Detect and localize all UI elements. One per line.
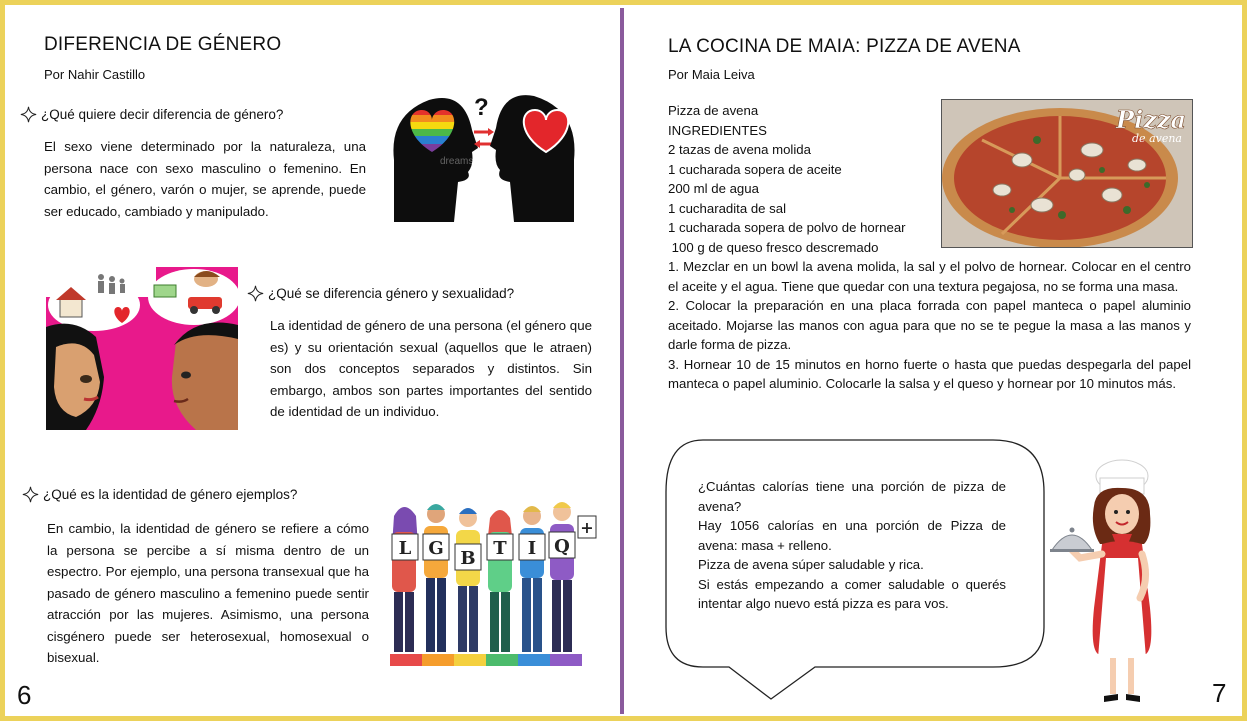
svg-text:dreamstime.: dreamstime. [440, 156, 496, 167]
recipe-ingredients [668, 101, 938, 257]
speech-bubble-text: ¿Cuántas calorías tiene una porción de pizza de avena? Hay 1056 calorías en una porción de Pizza de avena: masa + relleno. Pizza de avena súper saludable y rica. Si estás empezando a comer saludable o querés intentar algo nuevo está pizza es para vos. [698, 479, 1006, 611]
chef-illustration [1050, 458, 1160, 706]
right-page-byline: Por Maia Leiva [668, 67, 755, 82]
sparkle-icon [20, 106, 37, 123]
sparkle-icon [22, 486, 39, 503]
letter-q: Q [554, 536, 570, 557]
right-page-title: LA COCINA DE MAIA: PIZZA DE AVENA [668, 36, 1021, 57]
pizza-image-subtitle: de avena [1132, 132, 1182, 145]
question-3-text: ¿Qué es la identidad de género ejemplos? [43, 487, 298, 502]
right-page-number: 7 [1212, 678, 1227, 708]
recipe-steps [668, 257, 1191, 394]
recipe-line: Pizza de avena [668, 103, 759, 118]
question-2-text: ¿Qué se diferencia género y sexualidad? [268, 286, 515, 301]
letter-plus: + [580, 518, 594, 537]
recipe-step: 2. Colocar la preparación en una placa forrada con papel manteca o papel aluminio aceitado. Mojarse las manos con agua para que no se te pegue la masa a las manos y darle forma de pizza. [668, 298, 1191, 352]
lgbtiq-group-illustration [376, 496, 600, 668]
couple-illustration [46, 267, 238, 430]
recipe-step: 3. Hornear 10 de 15 minutos en horno fuerte o hasta que puedas despegarla del papel manteca o papel aluminio. Colocarle la salsa y el queso y hornear por 10 minutos más. [668, 356, 1191, 391]
question-3 [22, 486, 297, 503]
recipe-line: 1 cucharada sopera de aceite [668, 161, 842, 177]
recipe-line: 1 cucharadita de sal [668, 200, 787, 216]
head-profiles-illustration [384, 90, 584, 222]
left-page-title: DIFERENCIA DE GÉNERO [44, 34, 282, 55]
recipe-line: 1 cucharada sopera de polvo de hornear [668, 220, 906, 235]
pizza-photo [941, 99, 1193, 248]
pizza-image-title: Pizza [1116, 105, 1186, 134]
svg-text:?: ? [474, 94, 489, 121]
recipe-line: 200 ml de agua [668, 181, 759, 196]
recipe-step: 1. Mezclar en un bowl la avena molida, la sal y el polvo de hornear. Colocar en el centro el aceite y el agua. Tiene que quedar con una textura pegajosa, no se forma una masa. [668, 259, 1191, 294]
left-page-number: 6 [17, 680, 32, 710]
page-divider [620, 8, 624, 714]
recipe-line: INGREDIENTES [668, 122, 767, 138]
letter-i: I [527, 538, 537, 559]
letter-g: G [428, 538, 444, 559]
recipe-line: 2 tazas de avena molida [668, 142, 811, 157]
letter-l: L [398, 538, 412, 559]
left-page-byline: Por Nahir Castillo [44, 67, 146, 82]
recipe-line: 100 g de queso fresco descremado [668, 239, 879, 255]
letter-b: B [460, 548, 476, 569]
sparkle-icon [247, 285, 264, 302]
question-1-text: ¿Qué quiere decir diferencia de género? [41, 107, 284, 122]
answer-1: El sexo viene determinado por la naturaleza, una persona nace con sexo masculino o femenino. En cambio, el género, varón o mujer, se aprende, puede ser educado, cambiado y manipulado. [44, 139, 366, 219]
letter-t: T [493, 538, 507, 559]
question-1 [20, 106, 283, 123]
answer-3: En cambio, la identidad de género se refiere a cómo la persona se percibe a sí misma dentro de un espectro. Por ejemplo, una persona transexual que ha pasado de género masculino a femenino puede sentir atracción por las mujeres. Asimismo, una persona cisgénero puede ser heterosexual, homosexual o bisexual. [47, 521, 369, 665]
answer-2: La identidad de género de una persona (el género que es) y su orientación sexual (aquellos que le atraen) son dos conceptos separados y distintos. Sin embargo, ambos son partes importantes del sentido de identidad de un individuo. [270, 318, 592, 419]
question-2 [247, 285, 514, 302]
